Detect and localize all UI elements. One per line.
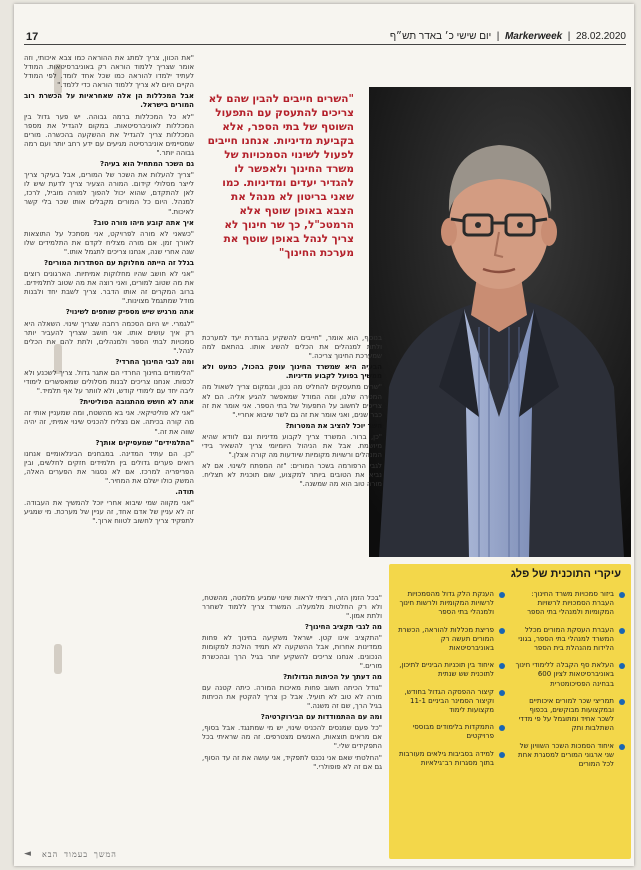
header-divider	[24, 44, 626, 45]
col1-question: "התלמידים" שמעסיקים אותך?	[95, 438, 194, 447]
program-item: התמקדות בלימודים מבוססי פרויקטים	[395, 723, 505, 741]
program-item: תמריצי שכר למורים איכותיים ובמקצועות מבוקשים, בכפוף לשכר אחיד ומתוגמל על פי מדדי השתלבות ותק	[515, 697, 625, 734]
col1-question: אבל המכללות הן אלה שאחראיות על הכשרת רוב המורים בישראל.	[24, 92, 194, 110]
program-summary-box	[389, 564, 631, 859]
col1-paragraph: "אני מקווה שמי שיבוא אחרי יוכל להמשיך את העבודה. זה לא עניין של אדם אחד, זה עניין של מערכת. מי שמגיע לתפקיד צריך לחשוב לטווח ארוך."	[24, 499, 194, 526]
article-column-middle	[202, 334, 382, 564]
col1-paragraph: "כן. הם עתיד המדינה. במבחנים הבינלאומיים אנחנו רואים פערים גדולים בין תלמידים חזקים לחלשים, ובין הפריפריה למרכז. אם לא נסגור את הפערים האלה, המשק כולו ישלם את המחיר."	[24, 449, 194, 486]
issue-date: 28.02.2020	[575, 31, 626, 42]
newspaper-page	[14, 4, 634, 866]
program-summary-title: עיקרי התוכנית של פלג	[510, 568, 621, 580]
col2-paragraph: "כן, ברור. המשרד צריך לקבוע מדיניות וגם לוודא שהיא מיושמת. אבל את הניהול היומיומי צריך להשאיר בידי המנהלים ורשויות מקומיות שיודעות מה קורה אצלן."	[202, 432, 382, 460]
page-header	[14, 4, 634, 44]
col1-question: גם השכר המתחיל הוא בעיה?	[100, 160, 194, 169]
col1-question: אתה לא חושש מהתגובה הפוליטית?	[79, 398, 194, 407]
col1-question: בגלל זה הייתה מחלוקת עם הסתדרות המורים?	[44, 258, 194, 267]
col3-question: ומה עם ההתמודדות עם הבירוקרטיה?	[260, 713, 382, 722]
portrait-illustration	[369, 87, 631, 557]
col1-question: תודה.	[175, 488, 194, 497]
col3-paragraph: "החלטתי שאם אני נכנס לתפקיד, אני עושה את זה עד הסוף, גם אם זה לא פופולרי."	[202, 753, 382, 771]
article-column-left	[24, 54, 194, 839]
col2-paragraph: לגבי הרפורמה בשכר המורים: "זה המפתח לשינוי. אם לא נביא את הטובים ביותר למקצוע, שום תוכנית לא תצליח. מורה טוב הוא מה שמשנה."	[202, 462, 382, 489]
bullet-icon	[619, 628, 625, 634]
col3-paragraph: "גודל הכיתה חשוב פחות מאיכות המורה. כיתה קטנה עם מורה לא טוב לא תועיל. אבל כן צריך להקטין את הכיתות בגיל הרך, שם זה משנה."	[202, 683, 382, 711]
col2-question: השר יוכל להציב את המטרות?	[285, 421, 382, 430]
program-item: העברת העסקת המורים מכלל המשרד למנהלי בתי הספר, בגוני הלידות מהנהלת בית הספר	[515, 626, 625, 654]
bullet-icon	[499, 628, 505, 634]
continued-next-page: המשך בעמוד הבא	[42, 850, 117, 859]
brand-name: Markerweek	[504, 31, 563, 42]
bullet-icon	[499, 725, 505, 731]
col2-paragraph: "שרים מתעסקים להחליט מה נכון, ובמקום צריך לשאול מה המטרה שלנו, ומה המודל שמאפשר להגיע אליה. הם לא צריכים לחשוב על התפעול של בתי הספר. אני אומר את זה כבר שנים, ואני אומר את זה גם לשר שיבוא אחריי."	[202, 383, 382, 419]
col1-paragraph: "הלימודים בחינוך החרדי הם אתגר גדול. צריך לשכנע ולא לכפות. אנחנו צריכים לבנות מסלולים שמאפשרים לימודי ליבה יחד עם לימודי קודש, ולא לוותר על אף תלמיד."	[24, 369, 194, 396]
bullet-icon	[499, 592, 505, 598]
col1-question: ומה לגבי החינוך החרדי?	[115, 357, 194, 366]
col3-question: מה לגבי תקציב החינוך?	[304, 623, 382, 632]
col2-paragraph: בנוסף, הוא אומר, "חייבים להשקיע בהגדרת יעד למערכת ולתת למנהלים את הכלים להשיג אותו. בהתאם למה שמערכת החינוך צריכה."	[202, 334, 382, 361]
bullet-icon	[499, 752, 505, 758]
article-column-middle-lower	[202, 594, 382, 859]
portrait-photo	[369, 87, 631, 557]
col1-question: איך אתה קובע מיהו מורה טוב?	[93, 218, 194, 227]
col1-question: אתה מרגיש שיש מספיק שותפים לשינוי?	[65, 308, 194, 317]
program-item: ביזור סמכויות משרד החינוך: העברת הסמכויות לרשויות המקומיות ולמנהלי בתי הספר	[515, 590, 625, 618]
col1-paragraph: "אני לא חושב שהיו מחלוקות אמיתיות. הארגונים רוצים את מה שטוב למורים, ואני רוצה את מה שטוב לתלמידים. ברוב המקרים זה אותו הדבר. צריך לשבת יחד ולבנות מודל שמתגמל מצוינות."	[24, 270, 194, 306]
program-item: העלאת סף הקבלה ללימודי חינוך באוניברסיטאות לציון 600 בבחינה הפסיכומטרית	[515, 661, 625, 689]
program-item: פריצת מכללות להוראה, הכשרת המורים תעשה רק באוניברסיטאות	[395, 626, 505, 654]
issue-line: Markerweek | 28.02.2020 | יום שישי כ׳ באדר תש״ף	[389, 31, 626, 42]
bullet-icon	[499, 663, 505, 669]
program-item: איחוד בין תוכניות הביניים לתיכון, לתוכנית שש שנתית	[395, 661, 505, 679]
col1-paragraph: "לגמרי. יש היום הסכמה רחבה שצריך שינוי. השאלה היא רק איך עושים אותו. אני חושב שצריך להעביר יותר סמכויות לבתי הספר ולמנהלים, ולתת להם את הכלים לנהל."	[24, 319, 194, 355]
col3-question: מה דעתך על הכיתות הגדולות?	[283, 672, 382, 681]
col3-paragraph: "התקציב אינו קטן. ישראל משקיעה בחינוך לא פחות ממדינות אחרות, אבל ההשקעה לא תמיד הולכת למקומות הנכונים. אנחנו צריכים להשקיע יותר בגיל הרך ובהכשרת מורים."	[202, 634, 382, 670]
issue-weekday: יום שישי כ׳ באדר תש״ף	[389, 31, 492, 42]
program-item: קיצור ההפסקה הגדול בחודש, וקיצור הסמינר הביניים 11-1 מקצועות לימוד	[395, 688, 505, 716]
col1-paragraph: "כשאני לא מורה לפרויקט, אני מסתכל על התוצאות לאורך זמן. אם מורה מצליח לקדם את התלמידים שלו שנה אחרי שנה, אנחנו צריכים לתגמל אותו."	[24, 229, 194, 256]
page-number: 17	[26, 31, 39, 43]
bullet-icon	[619, 663, 625, 669]
continue-arrow-icon: ◄	[24, 849, 31, 859]
program-summary-column-left	[395, 590, 505, 776]
bullet-icon	[619, 592, 625, 598]
col1-paragraph: "צריך להעלות את השכר של המורים, אבל בעיקר צריך לייצר מסלולי קידום. המורה הצעיר צריך לדעת שיש לו לאן להתקדם, שהוא יכול להפוך למורה מוביל, לרכז, למנהל. היום כל המורים מקבלים אותו שכר בלי קשר לאיכות."	[24, 171, 194, 216]
pull-quote: "השרים חייבים להבין שהם לא צריכים להתעסק עם התפעול השוטף של בתי הספר, אלא בקביעת מדיניות. אנחנו חייבים לפעול לשינוי הסמכויות של משרד החינוך ולאפשר לו להגדיר יעדים ומדיניות. כמו שאני בריטון לא מנהל את הצבא באופן שוטף אלא הרמטכ"ל, כך שר חינוך לא צריך לנהל באופן שוטף את מערכת החינוך"	[207, 93, 354, 259]
program-item: איחוד הסמכות השכר השוויון של שני ארגוני המורים למסגרת אחת לכל המורים	[515, 742, 625, 770]
col1-paragraph: "לא כל המכללות ברמה גבוהה. יש פער גדול בין המכללות לאוניברסיטאות. במקום להגדיל את מספר המכללות צריך להגדיל את ההשקעה בהכשרה. מורים שמסיימים אוניברסיטה מגיעים עם ידע רחב יותר ועם רמה גבוהה יותר."	[24, 112, 194, 157]
bullet-icon	[619, 699, 625, 705]
program-item: הענקת הלק גדול מהסמכויות לרשויות המקומיות ולרשות חינוך ולמנהלי בתי הספר	[395, 590, 505, 618]
col1-paragraph: "את הכוון, צריך למתג את ההוראה כמו צבא איכותי, וזה אומר שצריך ללמוד הוראה רק באוניברסיטאות. המודל לעתיד ילמדו להוראה כמו שכל אחד לומד. לפי המודל הקיים היום לא צריך ללמוד הוראה כדי ללמד."	[24, 54, 194, 90]
bullet-icon	[499, 690, 505, 696]
bullet-icon	[619, 744, 625, 750]
program-item: למידה בסביבות גילאים מעורבות בתוך מסגרות רב־גילאיות	[395, 750, 505, 768]
col2-question: הבעיה היא שמשרד החינוך עוסק בהכול, כמעט ולא ממשיך בפועל לקבוע מדיניות.	[202, 363, 382, 381]
col3-paragraph: "כל פעם שמנסים להכניס שינוי, יש מי שמתנגד. אבל בסוף, אם מראים תוצאות, האנשים מצטרפים. זה מה שראיתי בכל התפקידים שלי."	[202, 724, 382, 751]
program-summary-column-right	[515, 590, 625, 777]
col1-paragraph: "אני לא פוליטיקאי. אני בא מהשטח, ומה שמעניין אותי זה מה קורה בכיתה. אם נצליח להכניס שינוי אמיתי, זה יהיה שווה את זה."	[24, 409, 194, 436]
col3-paragraph: "בכל הזמן הזה, רציתי לראות שינוי שמגיע מלמטה, מהשטח, ולא רק החלטות מלמעלה. המשרד צריך ללמוד לשחרר ולתת אמון."	[202, 594, 382, 621]
